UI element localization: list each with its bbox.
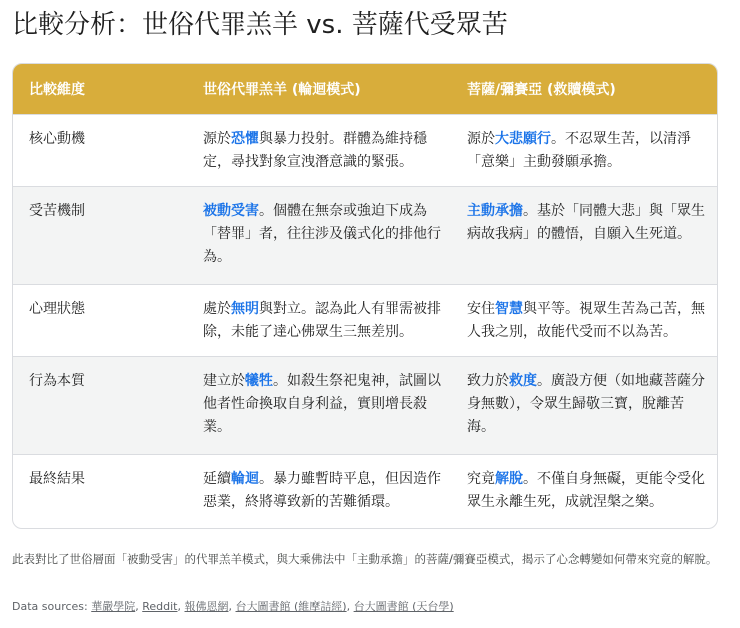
keyword: 主動承擔 <box>467 203 523 219</box>
source-link[interactable]: Reddit <box>142 600 178 613</box>
source-link[interactable]: 報佛恩網 <box>184 600 229 613</box>
scapegoat-cell: 被動受害。個體在無奈或強迫下成為「替罪」者，往往涉及儀式化的排他行為。 <box>203 203 441 265</box>
row-label: 行為本質 <box>29 373 85 389</box>
keyword: 解脫 <box>495 471 523 487</box>
row-label: 最終結果 <box>29 471 85 487</box>
keyword: 無明 <box>231 301 259 317</box>
data-sources: Data sources: 華嚴學院, Reddit, 報佛恩網, 台大圖書館 (維摩詰經), 台大圖書館 (天台學) <box>12 600 454 613</box>
scapegoat-cell: 源於恐懼與暴力投射。群體為維持穩定，尋找對象宣洩潛意識的緊張。 <box>203 131 427 170</box>
header-bodhisattva: 菩薩/彌賽亞 (救贖模式) <box>467 82 616 98</box>
source-link[interactable]: 華嚴學院 <box>91 600 136 613</box>
bodhisattva-cell: 安住智慧與平等。視眾生苦為己苦，無人我之別，故能代受而不以為苦。 <box>467 301 705 340</box>
bodhisattva-cell: 致力於救度。廣設方便（如地藏菩薩分身無數），令眾生歸敬三寶，脫離苦海。 <box>467 373 705 435</box>
row-label: 受苦機制 <box>29 203 85 219</box>
keyword: 救度 <box>509 373 537 389</box>
table-row <box>13 356 717 454</box>
row-label: 心理狀態 <box>29 301 85 317</box>
keyword: 智慧 <box>495 301 523 317</box>
row-label: 核心動機 <box>29 131 85 147</box>
sources-prefix: Data sources: <box>12 600 92 613</box>
comparison-table <box>12 63 718 529</box>
table-row <box>13 454 717 529</box>
page-title: 比較分析：世俗代罪羔羊 vs. 菩薩代受眾苦 <box>12 10 508 40</box>
table-header-row <box>13 64 717 114</box>
source-link[interactable]: 台大圖書館 (維摩詰經) <box>235 600 347 613</box>
bodhisattva-cell: 主動承擔。基於「同體大悲」與「眾生病故我病」的體悟，自願入生死道。 <box>467 203 705 242</box>
scapegoat-cell: 處於無明與對立。認為此人有罪需被排除，未能了達心佛眾生三無差別。 <box>203 301 441 340</box>
table-row <box>13 284 717 356</box>
header-dimension: 比較維度 <box>29 82 85 98</box>
scapegoat-cell: 延續輪迴。暴力雖暫時平息，但因造作惡業，終將導致新的苦難循環。 <box>203 471 441 510</box>
keyword: 犧牲 <box>245 373 273 389</box>
table-row <box>13 114 717 186</box>
keyword: 輪迴 <box>231 471 259 487</box>
scapegoat-cell: 建立於犧牲。如殺生祭祀鬼神，試圖以他者性命換取自身利益，實則增長殺業。 <box>203 373 441 435</box>
keyword: 大悲願行 <box>495 131 551 147</box>
summary-text: 此表對比了世俗層面「被動受害」的代罪羔羊模式，與大乘佛法中「主動承擔」的菩薩/彌賽亞模式，揭示了心念轉變如何帶來究竟的解脫。 <box>12 552 718 566</box>
bodhisattva-cell: 究竟解脫。不僅自身無礙，更能令受化眾生永離生死，成就涅槃之樂。 <box>467 471 705 510</box>
header-scapegoat: 世俗代罪羔羊 (輪迴模式) <box>203 82 361 98</box>
keyword: 被動受害 <box>203 203 259 219</box>
source-link[interactable]: 台大圖書館 (天台學) <box>353 600 454 613</box>
bodhisattva-cell: 源於大悲願行。不忍眾生苦，以清淨「意樂」主動發願承擔。 <box>467 131 691 170</box>
keyword: 恐懼 <box>231 131 259 147</box>
table-row <box>13 186 717 284</box>
